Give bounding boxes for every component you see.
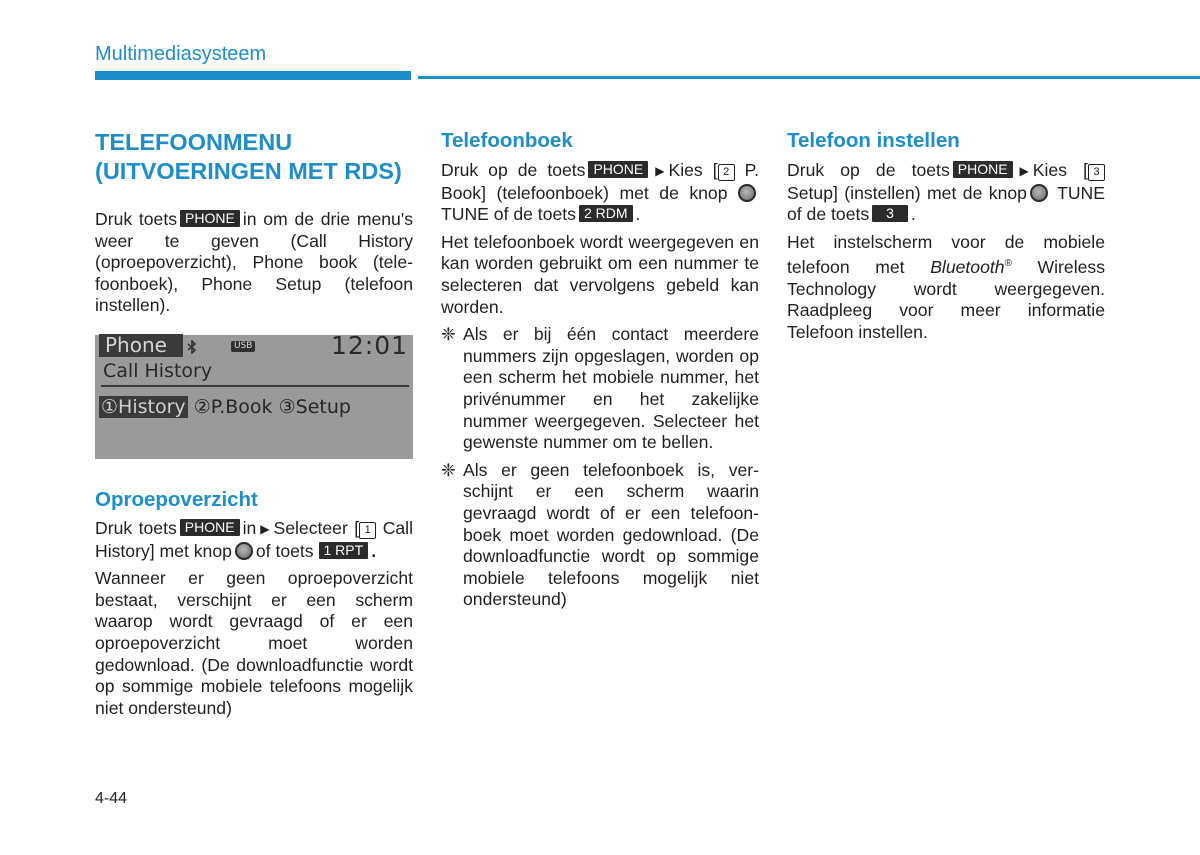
- phone-key-label: PHONE: [588, 161, 648, 178]
- phone-display-screenshot: [95, 330, 413, 459]
- intro-text-b: in om de drie menu's weer te geven (Call History (oproepoverzicht), Phone book (telefoonboek), Phone Setup (telefoon instellen).: [95, 209, 413, 316]
- note-no-phonebook: [441, 460, 759, 611]
- text: .: [635, 204, 641, 225]
- circled-number-1: 1: [359, 522, 376, 539]
- intro-text-a: Druk toets: [95, 209, 178, 229]
- phone-key-label: PHONE: [180, 519, 240, 536]
- main-title-line1: TELEFOONMENU: [95, 129, 293, 155]
- rpt-key-label: 1 RPT: [319, 542, 369, 559]
- subtitle-call-history: Oproepoverzicht: [95, 487, 258, 511]
- phonebook-description: Het telefoonboek wordt weergegeven en kan worden gebruikt om een nummer te selecteren dat vervolgens gebeld kan worden.: [441, 231, 759, 317]
- column-2: [441, 128, 759, 611]
- text: .: [910, 204, 916, 225]
- text: Druk toets: [95, 517, 177, 538]
- screen-menu-pbook: ②P.Book: [193, 395, 273, 418]
- column-1: [95, 128, 413, 719]
- triangle-right-icon: ▶: [1019, 164, 1029, 178]
- tune-knob-icon: [738, 184, 756, 202]
- text: Setup] (instellen) met de knop: [787, 182, 1027, 203]
- note-mark-icon: ❈: [441, 459, 456, 480]
- tune-knob-icon: [235, 542, 253, 560]
- note-multiple-numbers: [441, 324, 759, 454]
- setup-instructions: [787, 160, 1105, 226]
- triangle-right-icon: ▶: [655, 164, 665, 178]
- screen-mode-label: Phone: [99, 334, 183, 357]
- section-title: Multimediasysteem: [95, 43, 267, 65]
- subtitle-phonebook: Telefoonboek: [441, 129, 573, 152]
- rdm-key-label: 2 RDM: [579, 205, 633, 222]
- column-3: [787, 128, 1105, 344]
- bluetooth-icon: [187, 340, 197, 362]
- usb-indicator: USB: [231, 341, 255, 352]
- circled-number-3: 3: [1088, 164, 1105, 181]
- registered-mark: ®: [1004, 258, 1012, 270]
- phonebook-instructions: [441, 160, 759, 226]
- bluetooth-term: Bluetooth: [930, 257, 1005, 278]
- main-title-line2: (UITVOERINGEN MET RDS): [95, 158, 402, 184]
- screen-heading: Call History: [103, 359, 213, 382]
- text: Wireless Technology wordt weergegeven. Raadpleeg voor meer informatie Telefoon instellen.: [787, 257, 1105, 343]
- text: Call History] met knop: [95, 517, 413, 561]
- triangle-right-icon: ▶: [260, 521, 270, 536]
- call-history-note: Wanneer er geen oproepoverzicht bestaat, verschijnt er een scherm waarop wordt gevraagd of er een oproepoverzicht moet worden gedownload. (De downloadfunctie wordt op sommige mobiele telefoons mogelijk niet ondersteund): [95, 568, 413, 718]
- main-title: [95, 128, 413, 186]
- text: Kies [: [668, 160, 718, 180]
- text: Kies [: [1032, 160, 1088, 180]
- text: in: [242, 517, 257, 538]
- page-number: 4-44: [95, 790, 128, 807]
- intro-paragraph: [95, 209, 413, 317]
- subtitle-phone-setup: Telefoon instellen: [787, 129, 960, 152]
- call-history-instructions: [95, 518, 413, 562]
- header-rule-thin: [418, 76, 1200, 79]
- screen-menu-setup: ③Setup: [278, 395, 351, 418]
- screen-divider: [101, 385, 409, 387]
- text: TUNE of de toets: [787, 182, 1105, 225]
- screen-status-bar: [95, 330, 413, 360]
- tune-knob-icon: [1030, 184, 1048, 202]
- note-mark-icon: ❈: [441, 324, 456, 345]
- text: .: [371, 540, 377, 561]
- screen-clock: 12:01: [330, 330, 408, 360]
- screen-menu-history: ①History: [101, 395, 186, 418]
- phone-key-label: PHONE: [180, 210, 240, 227]
- text: P. Book] (telefoonboek) met de knop: [441, 160, 759, 203]
- header-rule-thick: [95, 71, 411, 80]
- text: Druk op de toets: [441, 160, 586, 180]
- text: of toets: [255, 540, 314, 561]
- note-text: Als er geen telefoonboek is, verschijnt er een scherm waarin gevraagd wordt of er een telefoonboek moet worden gedownload. (De downloadfunctie wordt op sommige mobiele telefoons mogelijk niet ondersteund): [463, 459, 759, 610]
- screen-menu: [99, 395, 351, 419]
- text: TUNE of de toets: [441, 204, 576, 225]
- key-3-label: 3: [872, 205, 908, 222]
- setup-description: [787, 232, 1105, 344]
- phone-key-label: PHONE: [953, 161, 1013, 178]
- circled-number-2: 2: [718, 164, 735, 181]
- note-text: Als er bij één contact meerdere nummers zijn opgeslagen, worden op een scherm het mobiele nummer, het privénummer en het zakelijke nummer weergegeven. Selecteer het gewenste nummer om te bellen.: [463, 324, 759, 453]
- text: Selecteer [: [273, 517, 360, 538]
- text: Druk op de toets: [787, 160, 950, 180]
- text: Het instelscherm voor de mobiele telefoon met: [787, 231, 1105, 278]
